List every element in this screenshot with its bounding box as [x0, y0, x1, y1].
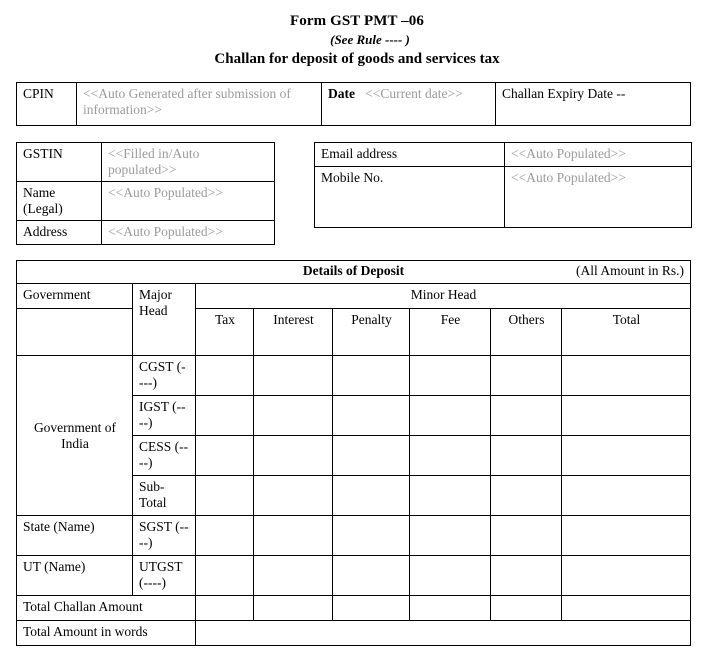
- address-value-cell[interactable]: [102, 221, 275, 245]
- total-challan-penalty-cell[interactable]: [333, 596, 410, 621]
- legal-name-value-cell[interactable]: [102, 182, 275, 221]
- cess-penalty-cell[interactable]: [333, 436, 410, 476]
- date-value: <<Current date>>: [365, 86, 463, 101]
- total-header-label: Total: [612, 312, 641, 327]
- email-row: [315, 143, 692, 167]
- igst-total-cell[interactable]: [562, 396, 691, 436]
- major-head-sub-total-label: Sub-Total: [139, 479, 167, 510]
- total-challan-amount-label-cell: [17, 596, 196, 621]
- deposit-title-cell: [17, 261, 691, 284]
- igst-tax-cell[interactable]: [196, 396, 254, 436]
- major-head-igst-label: IGST (----): [139, 399, 186, 430]
- major-head-sgst-label: SGST (----): [139, 519, 189, 550]
- email-label-cell: [315, 143, 505, 167]
- total-challan-amount-label: Total Challan Amount: [23, 599, 143, 614]
- cpin-value: <<Auto Generated after submission of information>>: [83, 86, 291, 117]
- taxpayer-details-table: [16, 142, 275, 245]
- igst-interest-cell[interactable]: [254, 396, 333, 436]
- total-amount-words-value-cell[interactable]: [196, 621, 691, 646]
- cgst-others-cell[interactable]: [491, 356, 562, 396]
- mobile-row: [315, 167, 692, 228]
- cpin-value-cell[interactable]: [77, 83, 322, 126]
- form-title-block: [16, 0, 698, 69]
- sgst-others-cell[interactable]: [491, 516, 562, 556]
- sgst-tax-cell[interactable]: [196, 516, 254, 556]
- form-title: Form GST PMT –06: [290, 13, 424, 29]
- ut-name-cell: [17, 556, 133, 596]
- interest-header-label: Interest: [273, 312, 314, 327]
- table-row: [17, 516, 691, 556]
- others-column-header: [491, 309, 562, 356]
- cpin-label: CPIN: [23, 86, 54, 101]
- total-challan-fee-cell[interactable]: [410, 596, 491, 621]
- email-label: Email address: [321, 146, 398, 161]
- penalty-header-label: Penalty: [351, 312, 392, 327]
- address-label: Address: [23, 224, 68, 239]
- government-of-india-label: Government of India: [33, 419, 117, 451]
- legal-name-label: Name (Legal): [23, 185, 63, 216]
- total-challan-tax-cell[interactable]: [196, 596, 254, 621]
- cess-total-cell[interactable]: [562, 436, 691, 476]
- major-head-cgst-label: CGST (----): [139, 359, 186, 390]
- ut-name-label: UT (Name): [23, 559, 86, 574]
- deposit-header-row-2: [17, 309, 691, 356]
- cgst-tax-cell[interactable]: [196, 356, 254, 396]
- total-challan-total-cell[interactable]: [562, 596, 691, 621]
- subtotal-total-cell[interactable]: [562, 476, 691, 516]
- gstin-value: <<Filled in/Auto populated>>: [108, 146, 200, 177]
- email-value: <<Auto Populated>>: [511, 146, 626, 161]
- mobile-label-cell: [315, 167, 505, 228]
- cgst-penalty-cell[interactable]: [333, 356, 410, 396]
- date-label: Date: [328, 86, 355, 101]
- gstin-label-cell: [17, 143, 102, 182]
- sgst-interest-cell[interactable]: [254, 516, 333, 556]
- total-amount-words-row: [17, 621, 691, 646]
- date-cell[interactable]: [322, 83, 496, 126]
- legal-name-value: <<Auto Populated>>: [108, 185, 223, 200]
- government-header-label: Government: [23, 287, 91, 302]
- major-head-utgst: [133, 556, 196, 596]
- utgst-penalty-cell[interactable]: [333, 556, 410, 596]
- major-head-igst: [133, 396, 196, 436]
- interest-column-header: [254, 309, 333, 356]
- igst-penalty-cell[interactable]: [333, 396, 410, 436]
- identity-section: [16, 142, 698, 245]
- gstin-value-cell[interactable]: [102, 143, 275, 182]
- sgst-fee-cell[interactable]: [410, 516, 491, 556]
- cess-interest-cell[interactable]: [254, 436, 333, 476]
- legal-name-label-cell: [17, 182, 102, 221]
- major-head-column-header: [133, 284, 196, 356]
- cgst-interest-cell[interactable]: [254, 356, 333, 396]
- cess-others-cell[interactable]: [491, 436, 562, 476]
- tax-header-label: Tax: [214, 312, 236, 327]
- cgst-fee-cell[interactable]: [410, 356, 491, 396]
- major-head-cess: [133, 436, 196, 476]
- table-row: [17, 556, 691, 596]
- mobile-label: Mobile No.: [321, 170, 384, 185]
- state-name-label: State (Name): [23, 519, 95, 534]
- total-challan-others-cell[interactable]: [491, 596, 562, 621]
- cpin-table: [16, 82, 691, 126]
- minor-head-column-header: [196, 284, 691, 309]
- penalty-column-header: [333, 309, 410, 356]
- sgst-total-cell[interactable]: [562, 516, 691, 556]
- utgst-fee-cell[interactable]: [410, 556, 491, 596]
- subtotal-fee-cell[interactable]: [410, 476, 491, 516]
- email-value-cell[interactable]: [505, 143, 692, 167]
- utgst-interest-cell[interactable]: [254, 556, 333, 596]
- address-value: <<Auto Populated>>: [108, 224, 223, 239]
- cess-tax-cell[interactable]: [196, 436, 254, 476]
- major-head-cgst: [133, 356, 196, 396]
- table-row: [17, 356, 691, 396]
- government-column-header: [17, 284, 133, 309]
- state-name-cell: [17, 516, 133, 556]
- utgst-total-cell[interactable]: [562, 556, 691, 596]
- amount-unit-note: (All Amount in Rs.): [575, 263, 684, 278]
- total-challan-amount-row: [17, 596, 691, 621]
- cess-fee-cell[interactable]: [410, 436, 491, 476]
- total-amount-words-label: Total Amount in words: [23, 624, 148, 639]
- cpin-label-cell: [17, 83, 77, 126]
- contact-details-table: [314, 142, 692, 228]
- address-row: [17, 221, 275, 245]
- gstin-label: GSTIN: [23, 146, 63, 161]
- total-column-header: [562, 309, 691, 356]
- mobile-value: <<Auto Populated>>: [511, 170, 626, 185]
- subtotal-interest-cell[interactable]: [254, 476, 333, 516]
- mobile-value-cell[interactable]: [505, 167, 692, 228]
- subtotal-penalty-cell[interactable]: [333, 476, 410, 516]
- deposit-section-title: Details of Deposit: [302, 263, 405, 278]
- legal-name-row: [17, 182, 275, 221]
- major-head-cess-label: CESS (----): [139, 439, 189, 470]
- igst-others-cell[interactable]: [491, 396, 562, 436]
- cgst-total-cell[interactable]: [562, 356, 691, 396]
- subtotal-others-cell[interactable]: [491, 476, 562, 516]
- fee-column-header: [410, 309, 491, 356]
- challan-expiry-label: Challan Expiry Date --: [502, 86, 626, 101]
- major-head-sub-total: [133, 476, 196, 516]
- challan-expiry-cell[interactable]: [496, 83, 691, 126]
- address-label-cell: [17, 221, 102, 245]
- major-head-header-label: Major Head: [139, 287, 172, 318]
- total-amount-words-label-cell: [17, 621, 196, 646]
- fee-header-label: Fee: [440, 312, 461, 327]
- cpin-row: [17, 83, 691, 126]
- utgst-others-cell[interactable]: [491, 556, 562, 596]
- gstin-row: [17, 143, 275, 182]
- deposit-title-row: [17, 261, 691, 284]
- form-rule-reference: (See Rule ---- ): [330, 32, 410, 47]
- minor-head-header-label: Minor Head: [410, 287, 477, 302]
- major-head-utgst-label: UTGST (----): [139, 559, 183, 590]
- others-header-label: Others: [508, 312, 545, 327]
- tax-column-header: [196, 309, 254, 356]
- major-head-sgst: [133, 516, 196, 556]
- government-header-spacer: [17, 309, 133, 356]
- subtotal-tax-cell[interactable]: [196, 476, 254, 516]
- sgst-penalty-cell[interactable]: [333, 516, 410, 556]
- deposit-header-row-1: [17, 284, 691, 309]
- total-challan-interest-cell[interactable]: [254, 596, 333, 621]
- igst-fee-cell[interactable]: [410, 396, 491, 436]
- government-of-india-cell: [17, 356, 133, 516]
- utgst-tax-cell[interactable]: [196, 556, 254, 596]
- details-of-deposit-table: [16, 260, 691, 646]
- form-subtitle: Challan for deposit of goods and services tax: [214, 51, 500, 67]
